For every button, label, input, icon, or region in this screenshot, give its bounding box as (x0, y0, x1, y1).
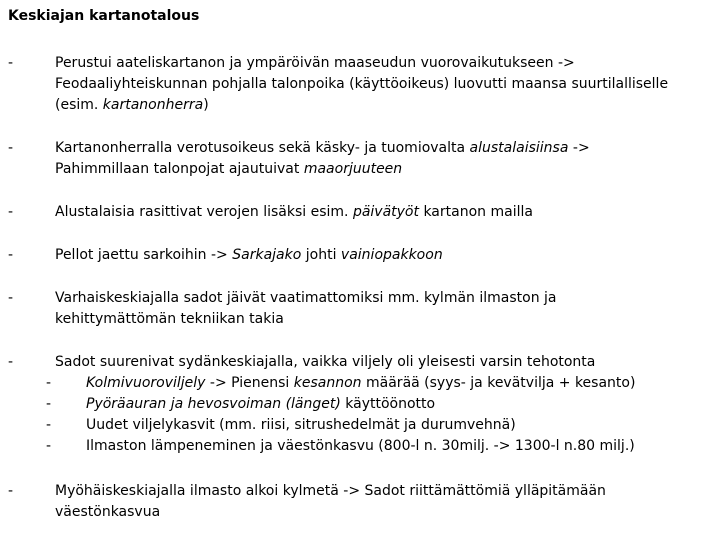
bullet-2-line-2: Pahimmillaan talonpojat ajautuivat maaorjuuteen (55, 161, 403, 177)
bullet-4-line-1: Pellot jaettu sarkoihin -> Sarkajako johti vainiopakkoon (55, 247, 443, 263)
bullet-dash: - (8, 290, 14, 306)
term-kartanonherra: kartanonherra (102, 97, 204, 113)
bullet-6-sub-2: Pyöräauran ja hevosvoiman (länget) käyttöönotto (86, 396, 436, 412)
term-alustalaisiinsa: alustalaisiinsa (469, 140, 569, 156)
bullet-1-line-2: Feodaaliyhteiskunnan pohjalla talonpoika (käyttöoikeus) luovutti maansa suurtilalliselle (55, 76, 669, 92)
bullet-5-line-2: kehittymättömän tekniikan takia (55, 311, 284, 327)
bullet-dash: - (8, 354, 14, 370)
bullet-dash: - (8, 483, 14, 499)
bullet-7-line-2: väestönkasvua (55, 504, 161, 520)
bullet-6-line-1: Sadot suurenivat sydänkeskiajalla, vaikka viljely oli yleisesti varsin tehotonta (55, 354, 596, 370)
bullet-dash: - (8, 140, 14, 156)
bullet-1-line-1: Perustui aateliskartanon ja ympäröivän maaseudun vuorovaikutukseen -> (55, 55, 575, 71)
bullet-6-sub-1: Kolmivuoroviljely -> Pienensi kesannon määrää (syys- ja kevätvilja + kesanto) (86, 375, 636, 391)
bullet-6-sub-3: Uudet viljelykasvit (mm. riisi, sitrushedelmät ja durumvehnä) (86, 417, 516, 433)
term-kesannon: kesannon (293, 375, 362, 391)
bullet-6-sub-4: Ilmaston lämpeneminen ja väestönkasvu (800-l n. 30milj. -> 1300-l n.80 milj.) (86, 438, 635, 454)
term-pyorakaura: Pyöräauran ja hevosvoiman (länget) (86, 396, 341, 412)
term-maaorjuuteen: maaorjuuteen (303, 161, 403, 177)
bullet-3-line-1: Alustalaisia rasittivat verojen lisäksi esim. päivätyöt kartanon mailla (55, 204, 533, 220)
term-kolmivuoroviljely: Kolmivuoroviljely (86, 375, 206, 391)
sub-bullet-dash: - (46, 396, 52, 412)
term-sarkajako: Sarkajako (232, 247, 302, 263)
bullet-1-line-3: (esim. kartanonherra) (55, 97, 209, 113)
bullet-dash: - (8, 247, 14, 263)
term-vainiopakkoon: vainiopakkoon (340, 247, 443, 263)
sub-bullet-dash: - (46, 375, 52, 391)
sub-bullet-dash: - (46, 417, 52, 433)
bullet-dash: - (8, 204, 14, 220)
document-title: Keskiajan kartanotalous (8, 8, 200, 24)
bullet-2-line-1: Kartanonherralla verotusoikeus sekä käsky- ja tuomiovalta alustalaisiinsa -> (55, 140, 590, 156)
bullet-dash: - (8, 55, 14, 71)
bullet-7-line-1: Myöhäiskeskiajalla ilmasto alkoi kylmetä -> Sadot riittämättömiä ylläpitämään (55, 483, 606, 499)
sub-bullet-dash: - (46, 438, 52, 454)
term-paivatyot: päivätyöt (352, 204, 419, 220)
bullet-5-line-1: Varhaiskeskiajalla sadot jäivät vaatimattomiksi mm. kylmän ilmaston ja (55, 290, 557, 306)
